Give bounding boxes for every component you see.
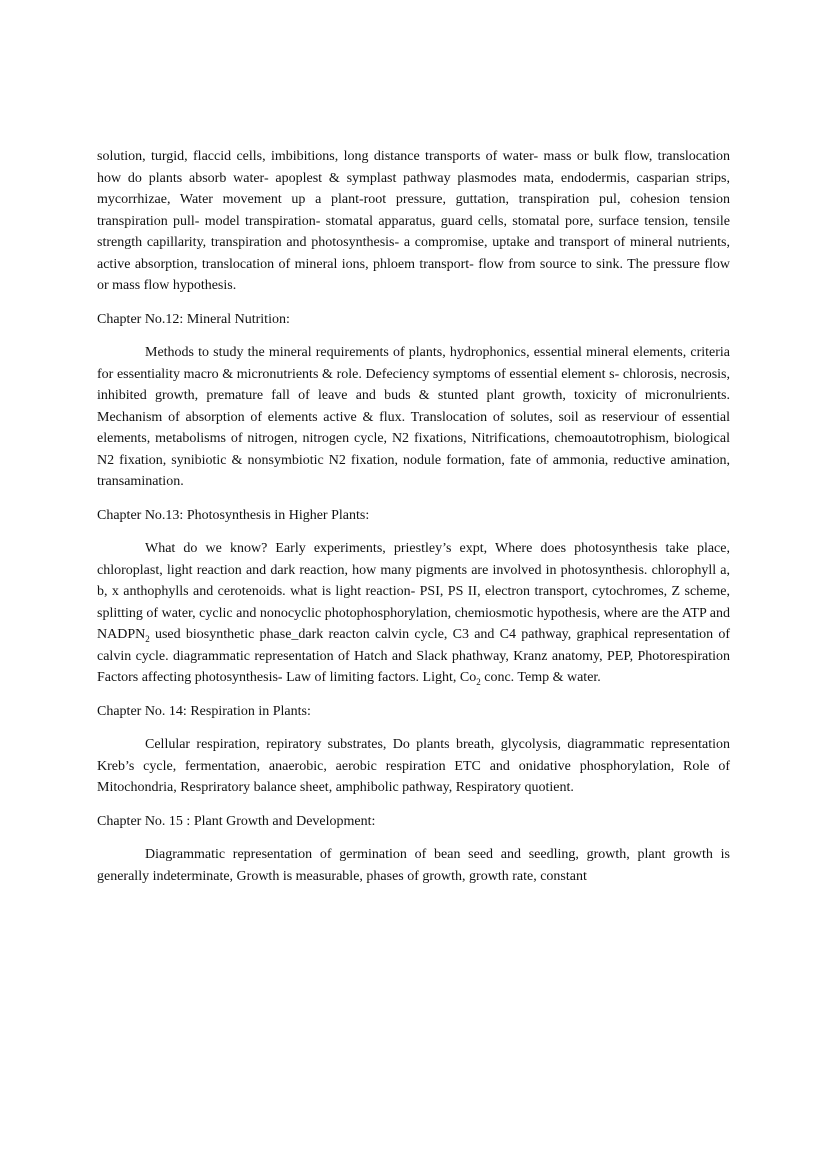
chapter-12-body: Methods to study the mineral requirements of plants, hydrophonics, essential mineral elements, criteria for essentiality macro & micronutrients & role. Defeciency symptoms of essential element s- chlorosis, necrosis, inhibited growth, premature fall of leave and buds & stunted plant growth, toxicity of micronulrients. Mechanism of absorption of elements active & flux. Translocation of solutes, soil as reserviour of essential elements, metabolisms of nitrogen, nitrogen cycle, N2 fixations, Nitrifications, chemoautotrophism, biological N2 fixation, synibiotic & nonsymbiotic N2 fixation, nodule formation, fate of ammonia, reductive amination, transamination. <box>97 345 730 489</box>
chapter-13-body-part2: used biosynthetic phase_dark reacton calvin cycle, C3 and C4 pathway, graphical representation of calvin cycle. diagrammatic representation of Hatch and Slack phathway, Kranz anatomy, PEP, Photorespiration Factors affecting photosynthesis- Law of limiting factors. Light, Co <box>97 627 730 685</box>
chapter-13-heading: Chapter No.13: Photosynthesis in Higher Plants: <box>97 507 370 523</box>
chapter-14-heading: Chapter No. 14: Respiration in Plants: <box>97 703 311 719</box>
chapter-13-body-part3: conc. Temp & water. <box>480 670 601 685</box>
chapter-14-body: Cellular respiration, repiratory substrates, Do plants breath, glycolysis, diagrammatic representation Kreb’s cycle, fermentation, anaerobic, aerobic respiration ETC and onidative phosphorylation, Role of Mitochondria, Respriratory balance sheet, amphibolic pathway, Respiratory quotient. <box>97 737 730 795</box>
co2-subscript: 2 <box>476 676 481 687</box>
chapter-13-body-part1: What do we know? Early experiments, priestley’s expt, Where does photosynthesis take place, chloroplast, light reaction and dark reaction, how many pigments are involved in photosynthesis. chlorophyll a, b, x anthophylls and cerotenoids. what is light reaction- PSI, PS II, electron transport, cytochromes, Z scheme, splitting of water, cyclic and nonocyclic photophosphorylation, chemiosmotic hypothesis, where are the ATP and NADPN <box>97 541 730 642</box>
document-page <box>97 146 730 887</box>
chapter-15-heading: Chapter No. 15 : Plant Growth and Development: <box>97 813 376 829</box>
intro-paragraph: solution, turgid, flaccid cells, imbibitions, long distance transports of water- mass or bulk flow, translocation how do plants absorb water- apoplest & symplast pathway plasmodes mata, endodermis, casparian strips, mycorrhizae, Water movement up a plant-root pressure, guttation, transpiration pul, cohesion tension transpiration pull- model transpiration- stomatal apparatus, guard cells, stomatal pore, surface tension, tensile strength capillarity, transpiration and photosynthesis- a compromise, uptake and transport of mineral nutrients, active absorption, translocation of mineral ions, phloem transport- flow from source to sink. The pressure flow or mass flow hypothesis. <box>97 149 730 293</box>
chapter-15-body: Diagrammatic representation of germination of bean seed and seedling, growth, plant growth is generally indeterminate, Growth is measurable, phases of growth, growth rate, constant <box>97 847 730 884</box>
chapter-12-heading: Chapter No.12: Mineral Nutrition: <box>97 311 290 327</box>
nadpn-subscript: 2 <box>145 633 150 644</box>
chapter-13-body <box>97 538 730 689</box>
